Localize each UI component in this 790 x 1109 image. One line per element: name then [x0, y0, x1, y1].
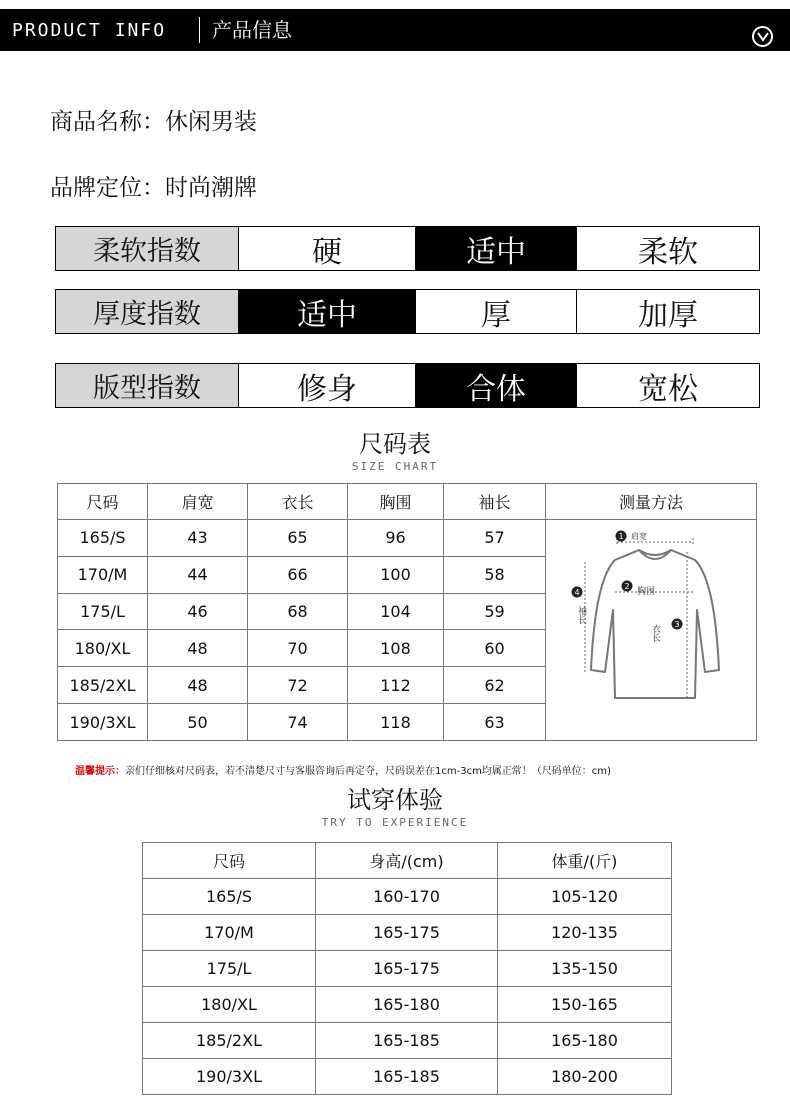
scale-option: 厚 — [415, 290, 576, 333]
scale-label: 厚度指数 — [56, 290, 238, 333]
svg-text:3: 3 — [674, 620, 680, 629]
table-cell: 48 — [148, 667, 248, 704]
table-cell: 59 — [444, 593, 546, 630]
table-cell: 96 — [348, 520, 444, 557]
chevron-down-circle-icon[interactable] — [752, 26, 773, 47]
note-text: 亲们仔细核对尺码表，若不清楚尺寸与客服咨询后再定夺，尺码误差在1cm-3cm均属正常！（尺码单位：cm) — [125, 766, 611, 777]
diagram-label-chest: 胸围 — [637, 587, 656, 597]
size-note — [75, 762, 611, 777]
table-cell: 160-170 — [316, 879, 498, 915]
experience-title: 试穿体验 — [347, 786, 443, 814]
table-header: 测量方法 — [546, 484, 757, 520]
table-cell: 48 — [148, 630, 248, 667]
scale-option: 加厚 — [576, 290, 759, 333]
table-cell: 66 — [248, 556, 348, 593]
table-cell: 190/3XL — [58, 704, 148, 741]
table-cell: 165-175 — [316, 951, 498, 987]
table-cell: 72 — [248, 667, 348, 704]
table-header-row — [143, 843, 672, 879]
table-header: 身高/(cm) — [316, 843, 498, 879]
diagram-label-shoulder: 肩宽 — [631, 532, 647, 541]
size-chart-heading — [0, 430, 790, 473]
svg-text:1: 1 — [618, 532, 624, 541]
shirt-diagram — [547, 520, 755, 736]
table-row — [58, 520, 757, 557]
table-cell: 105-120 — [498, 879, 672, 915]
experience-heading — [0, 786, 790, 829]
scale-option-selected: 适中 — [415, 227, 576, 270]
table-cell: 104 — [348, 593, 444, 630]
table-header: 体重/(斤) — [498, 843, 672, 879]
table-cell: 44 — [148, 556, 248, 593]
table-cell: 65 — [248, 520, 348, 557]
table-cell: 165/S — [143, 879, 316, 915]
table-cell: 165-175 — [316, 915, 498, 951]
table-row — [143, 1023, 672, 1059]
table-header: 袖长 — [444, 484, 546, 520]
table-header: 衣长 — [248, 484, 348, 520]
table-cell: 57 — [444, 520, 546, 557]
table-row — [143, 987, 672, 1023]
scale-option: 柔软 — [576, 227, 759, 270]
table-cell: 175/L — [58, 593, 148, 630]
table-header: 胸围 — [348, 484, 444, 520]
diagram-label-sleeve: 袖长 — [576, 606, 586, 624]
header-title-en: PRODUCT INFO — [12, 20, 167, 41]
scale-thickness — [55, 289, 760, 334]
table-row — [143, 879, 672, 915]
header-bar — [0, 9, 790, 51]
experience-subtitle: TRY TO EXPERIENCE — [321, 816, 469, 829]
scale-label: 版型指数 — [56, 364, 238, 407]
table-cell: 62 — [444, 667, 546, 704]
table-row — [143, 951, 672, 987]
table-cell: 112 — [348, 667, 444, 704]
table-header: 尺码 — [58, 484, 148, 520]
table-cell: 135-150 — [498, 951, 672, 987]
table-cell: 175/L — [143, 951, 316, 987]
note-warning-label: 温馨提示： — [75, 766, 125, 777]
table-cell: 60 — [444, 630, 546, 667]
table-cell: 165/S — [58, 520, 148, 557]
table-cell: 50 — [148, 704, 248, 741]
table-cell: 46 — [148, 593, 248, 630]
table-cell: 43 — [148, 520, 248, 557]
table-cell: 100 — [348, 556, 444, 593]
table-cell: 165-185 — [316, 1023, 498, 1059]
table-cell: 170/M — [58, 556, 148, 593]
table-cell: 180/XL — [143, 987, 316, 1023]
table-row — [143, 1059, 672, 1095]
scale-option: 宽松 — [576, 364, 759, 407]
table-cell: 190/3XL — [143, 1059, 316, 1095]
size-chart-title: 尺码表 — [359, 430, 431, 458]
scale-option: 硬 — [238, 227, 415, 270]
table-cell: 165-185 — [316, 1059, 498, 1095]
scale-softness — [55, 226, 760, 271]
table-cell: 150-165 — [498, 987, 672, 1023]
product-name: 商品名称：休闲男装 — [50, 109, 257, 135]
table-cell: 180/XL — [58, 630, 148, 667]
table-cell: 58 — [444, 556, 546, 593]
scale-option: 修身 — [238, 364, 415, 407]
table-cell: 185/2XL — [143, 1023, 316, 1059]
scale-label: 柔软指数 — [56, 227, 238, 270]
table-header-row — [58, 484, 757, 520]
scale-option-selected: 合体 — [415, 364, 576, 407]
table-cell: 70 — [248, 630, 348, 667]
svg-text:4: 4 — [574, 588, 580, 597]
table-cell: 74 — [248, 704, 348, 741]
table-header: 肩宽 — [148, 484, 248, 520]
measure-diagram — [546, 520, 757, 741]
svg-text:2: 2 — [624, 582, 630, 591]
table-cell: 165-180 — [498, 1023, 672, 1059]
table-cell: 108 — [348, 630, 444, 667]
table-cell: 170/M — [143, 915, 316, 951]
scale-fit — [55, 363, 760, 408]
table-cell: 180-200 — [498, 1059, 672, 1095]
size-chart-subtitle: SIZE CHART — [351, 460, 439, 473]
header-divider — [199, 17, 200, 43]
table-row — [143, 915, 672, 951]
diagram-label-length: 衣长 — [650, 624, 660, 642]
table-cell: 165-180 — [316, 987, 498, 1023]
scale-option-selected: 适中 — [238, 290, 415, 333]
table-cell: 120-135 — [498, 915, 672, 951]
table-cell: 63 — [444, 704, 546, 741]
size-chart-table — [57, 483, 757, 741]
table-cell: 68 — [248, 593, 348, 630]
table-header: 尺码 — [143, 843, 316, 879]
product-brand: 品牌定位：时尚潮牌 — [50, 175, 257, 201]
experience-table — [142, 842, 672, 1095]
header-title-cn: 产品信息 — [212, 18, 292, 42]
table-cell: 118 — [348, 704, 444, 741]
table-cell: 185/2XL — [58, 667, 148, 704]
